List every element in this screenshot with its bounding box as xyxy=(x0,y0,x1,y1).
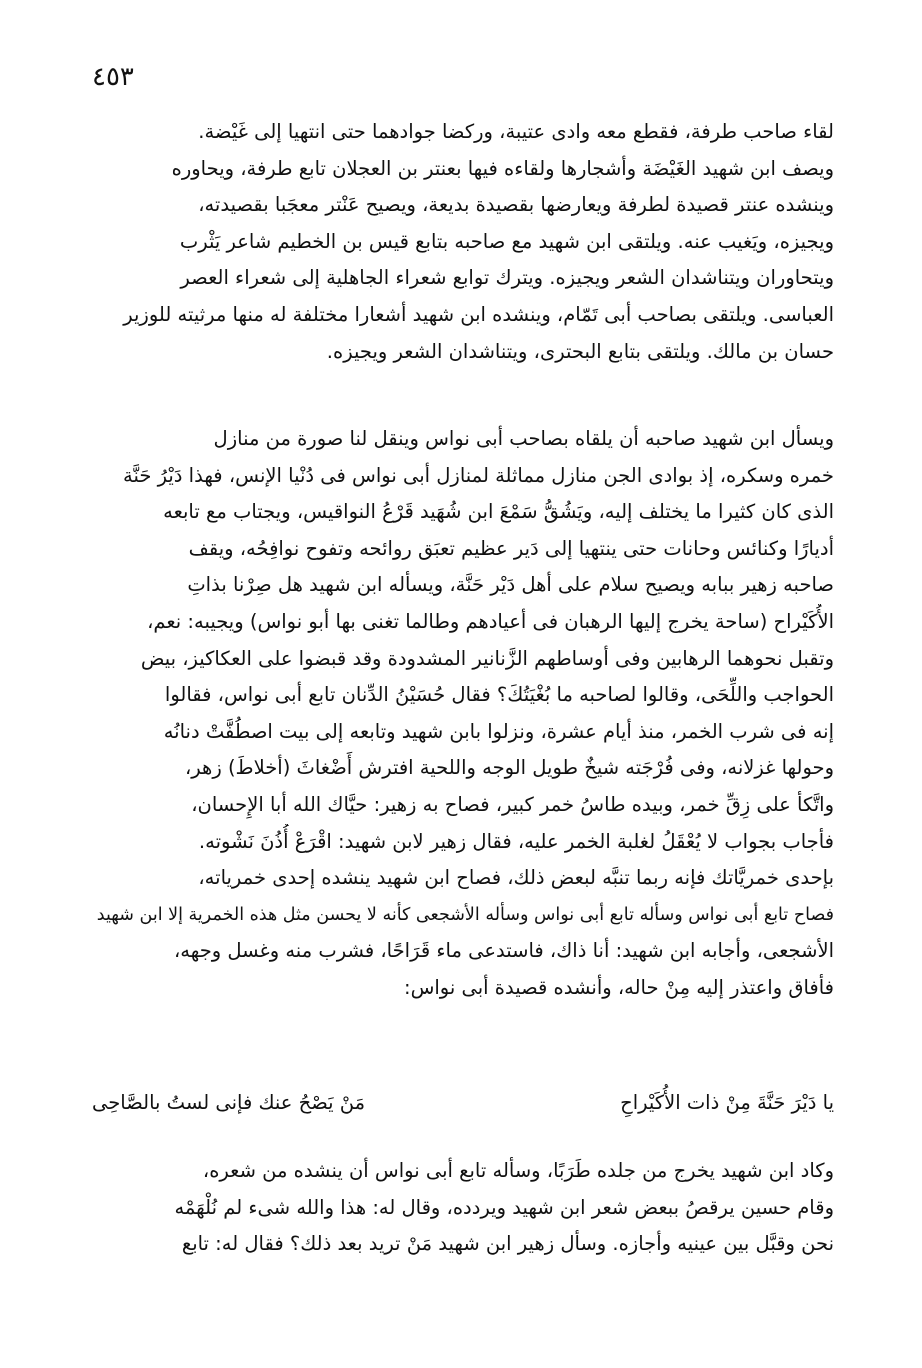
text-line: إنه فى شرب الخمر، منذ أيام عشرة، ونزلوا بابن شهيد وتابعه إلى بيت اصطُفَّتْ دنانُه xyxy=(163,719,834,743)
paragraph-continuation xyxy=(92,1153,834,1263)
text-line: ويتحاوران ويتناشدان الشعر ويجيزه. ويترك توابع شعراء الجاهلية إلى شعراء العصر xyxy=(180,266,834,290)
text-line: الذى كان كثيرا ما يختلف إليه، ويَشُقُّ سَمْعَ ابن شُهَيد قَرْعُ النواقيس، ويجتاب مع تابعه xyxy=(163,500,834,524)
text-line: خمره وسكره، إذ بوادى الجن منازل مماثلة لمنازل أبى نواس فى دُنْيا الإنس، فهذا دَيْرُ حَنَّة xyxy=(123,463,834,487)
text-line: فأفاق واعتذر إليه مِنْ حاله، وأنشده قصيدة أبى نواس: xyxy=(404,975,834,999)
text-line: الحواجب واللِّحَى، وقالوا لصاحبه ما بُغْيَتُكَ؟ فقال حُسَيْنُ الدِّنان تابع أبى نواس، فقالوا xyxy=(164,683,834,707)
text-line: حسان بن مالك. ويلتقى بتابع البحترى، ويتناشدان الشعر ويجيزه. xyxy=(326,339,834,363)
paragraph-abu-nuwas xyxy=(92,421,834,1007)
page-number: ٤٥٣ xyxy=(92,62,134,92)
text-line: العباسى. ويلتقى بصاحب أبى تَمّام، وينشده ابن شهيد أشعارا مختلفة له منها مرثيته للوزير xyxy=(123,302,834,326)
text-line: أديارًا وكنائس وحانات حتى ينتهيا إلى دَير عظيم تعبَق روائحه وتفوح نوافِحُه، ويقف xyxy=(188,536,834,560)
text-line: ويجيزه، ويَغيب عنه. ويلتقى ابن شهيد مع صاحبه بتابع قيس بن الخطيم شاعر يَثْرب xyxy=(179,229,834,253)
text-line: وكاد ابن شهيد يخرج من جلده طَرَبًا، وسأله تابع أبى نواس أن ينشده من شعره، xyxy=(202,1159,834,1182)
text-line: نحن وقبَّل بين عينيه وأجازه. وسأل زهير ابن شهيد مَنْ تريد بعد ذلك؟ فقال له: تابع xyxy=(181,1232,834,1256)
text-line: بإحدى خمريَّاتك فإنه ربما تنبَّه لبعض ذلك، فصاح ابن شهيد ينشده إحدى خمرياته، xyxy=(198,866,834,890)
text-line: واتَّكأ على زِقِّ خمر، وبيده طاسُ خمر كبير، فصاح به زهير: حيَّاك الله أبا الإِحسان، xyxy=(191,792,834,816)
text-line: صاحبه زهير ببابه ويصيح سلام على أهل دَيْر حَنَّة، ويسأله ابن شهيد هل صِرْنا بذاتِ xyxy=(187,573,834,597)
verse-line xyxy=(92,1085,834,1121)
text-line: وتقبل نحوهما الرهابين وفى أوساطهم الزَّنانير المشدودة وقد قبضوا على العكاكيز، بيض xyxy=(140,646,834,670)
text-line: فصاح تابع أبى نواس وسأله تابع أبى نواس وسأله الأشجعى كأنه لا يحسن مثل هذه الخمرية إلا ابن شهيد xyxy=(96,904,834,925)
text-line: وحولها غزلانه، وفى فُرْجَته شيخٌ طويل الوجه واللحية افترش أَضْغاثَ (أخلاطَ) زهر، xyxy=(185,756,834,780)
text-line: لقاء صاحب طرفة، فقطع معه وادى عتيبة، وركضا جوادهما حتى انتهيا إلى غَيْضة. xyxy=(198,120,834,143)
verse-second-hemistich: مَنْ يَصْحُ عنك فإنى لستُ بالصَّاحِى xyxy=(92,1091,366,1114)
text-line: وينشده عنتر قصيدة لطرفة ويعارضها بقصيدة بديعة، ويصيح عَنْتر معجَبا بقصيدته، xyxy=(198,193,834,217)
text-line: ويصف ابن شهيد الغَيْضَة وأشجارها ولقاءه فيها بعنتر بن العجلان تابع طرفة، ويحاوره xyxy=(171,156,834,180)
text-line: الأشجعى، وأجابه ابن شهيد: أنا ذاك، فاستدعى ماء قَرَاحًا، فشرب منه وغسل وجهه، xyxy=(173,939,834,963)
text-line: فأجاب بجواب لا يُعْقَلُ لغلبة الخمر عليه، فقال زهير لابن شهيد: اقْرَعْ أُذُنَ نَشْوته. xyxy=(198,829,834,853)
paragraph-summary xyxy=(92,114,834,370)
verse-first-hemistich: يا دَيْرَ حَنَّةَ مِنْ ذات الأُكَيْراحِ xyxy=(620,1091,834,1114)
text-line: ويسأل ابن شهيد صاحبه أن يلقاه بصاحب أبى نواس وينقل لنا صورة من منازل xyxy=(213,427,834,450)
text-line: الأُكَيْراح (ساحة يخرج إليها الرهبان فى أعيادهم وطالما تغنى بها أبو نواس) ويجيبه: نعم، xyxy=(147,609,834,633)
text-line: وقام حسين يرقصُ ببعض شعر ابن شهيد ويردده، وقال له: هذا والله شىء لم نُلْهَمْه xyxy=(174,1195,834,1219)
